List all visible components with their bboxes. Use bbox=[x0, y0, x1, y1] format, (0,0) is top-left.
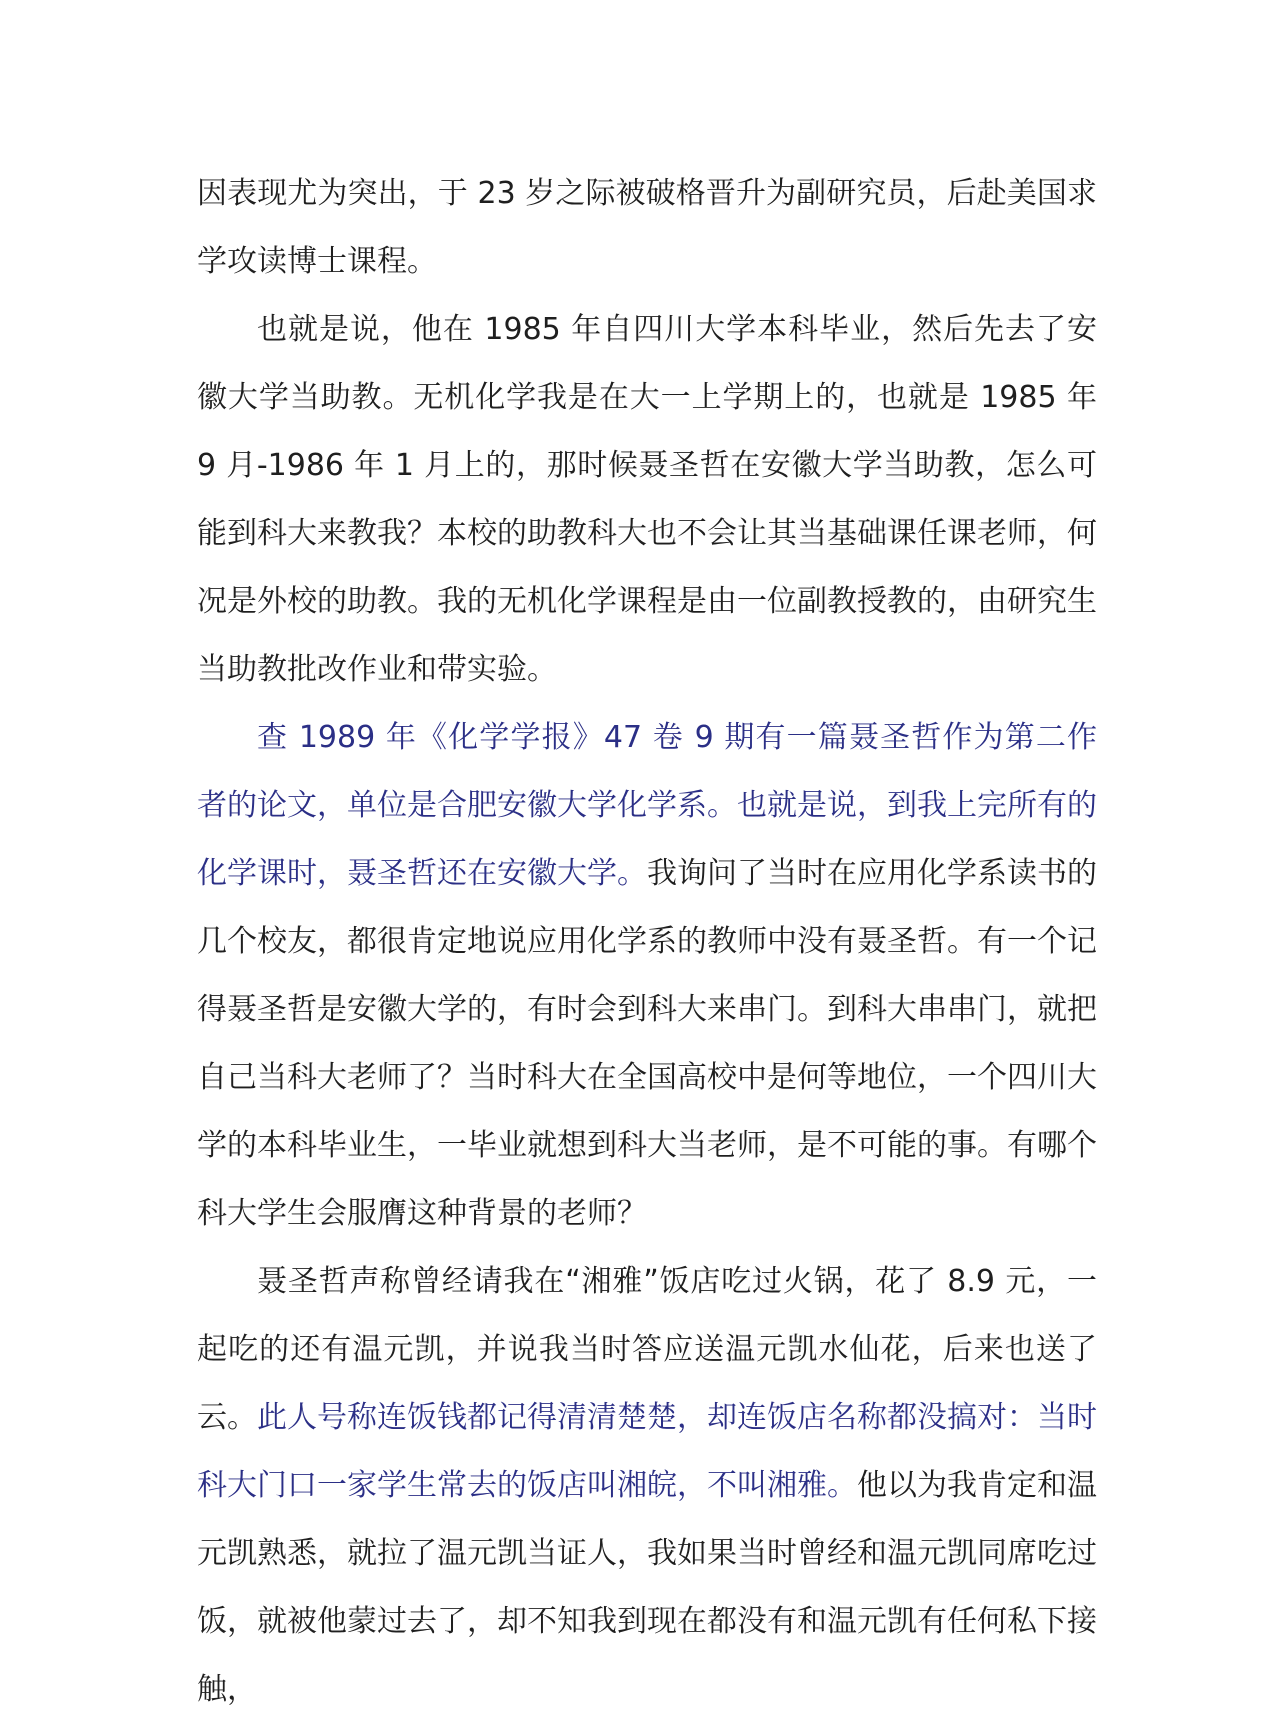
paragraph-text: 聂圣哲声称曾经请我在“湘雅”饭店吃过火锅，花了 8.9 元，一起吃的还有温元凯，并说我当时答应送温元凯水仙花，后来也送了云。 bbox=[197, 1264, 1097, 1435]
paragraph-text: 因表现尤为突出，于 23 岁之际被破格晋升为副研究员，后赴美国求学攻读博士课程。 bbox=[197, 176, 1097, 279]
paragraph-journal-check bbox=[197, 704, 1097, 1248]
paragraph-text: 我询问了当时在应用化学系读书的几个校友，都很肯定地说应用化学系的教师中没有聂圣哲。有一个记得聂圣哲是安徽大学的，有时会到科大来串门。到科大串串门，就把自己当科大老师了？当时科大在全国高校中是何等地位，一个四川大学的本科毕业生，一毕业就想到科大当老师，是不可能的事。有哪个科大学生会服膺这种背景的老师？ bbox=[197, 856, 1097, 1231]
paragraph-continuation bbox=[197, 160, 1097, 296]
paragraph-restaurant-claim bbox=[197, 1248, 1097, 1724]
paragraph-text: 也就是说，他在 1985 年自四川大学本科毕业，然后先去了安徽大学当助教。无机化学我是在大一上学期上的，也就是 1985 年 9 月-1986 年 1 月上的，那时候聂圣哲在安徽大学当助教，怎么可能到科大来教我？本校的助教科大也不会让其当基础课任课老师，何况是外校的助教。我的无机化学课程是由一位副教授教的，由研究生当助教批改作业和带实验。 bbox=[197, 312, 1097, 687]
document-body bbox=[197, 160, 1097, 1724]
highlighted-text: 此人号称连饭钱都记得清清楚楚，却连饭店名称都没搞对：当时科大门口一家学生常去的饭店叫湘皖，不叫湘雅。 bbox=[197, 1400, 1097, 1503]
highlighted-text: 查 1989 年《化学学报》47 卷 9 期有一篇聂圣哲作为第二作者的论文，单位是合肥安徽大学化学系。也就是说，到我上完所有的化学课时，聂圣哲还在安徽大学。 bbox=[197, 720, 1097, 891]
paragraph-anhui-assistant bbox=[197, 296, 1097, 704]
paragraph-text: 他以为我肯定和温元凯熟悉，就拉了温元凯当证人，我如果当时曾经和温元凯同席吃过饭，就被他蒙过去了，却不知我到现在都没有和温元凯有任何私下接触， bbox=[197, 1468, 1097, 1707]
